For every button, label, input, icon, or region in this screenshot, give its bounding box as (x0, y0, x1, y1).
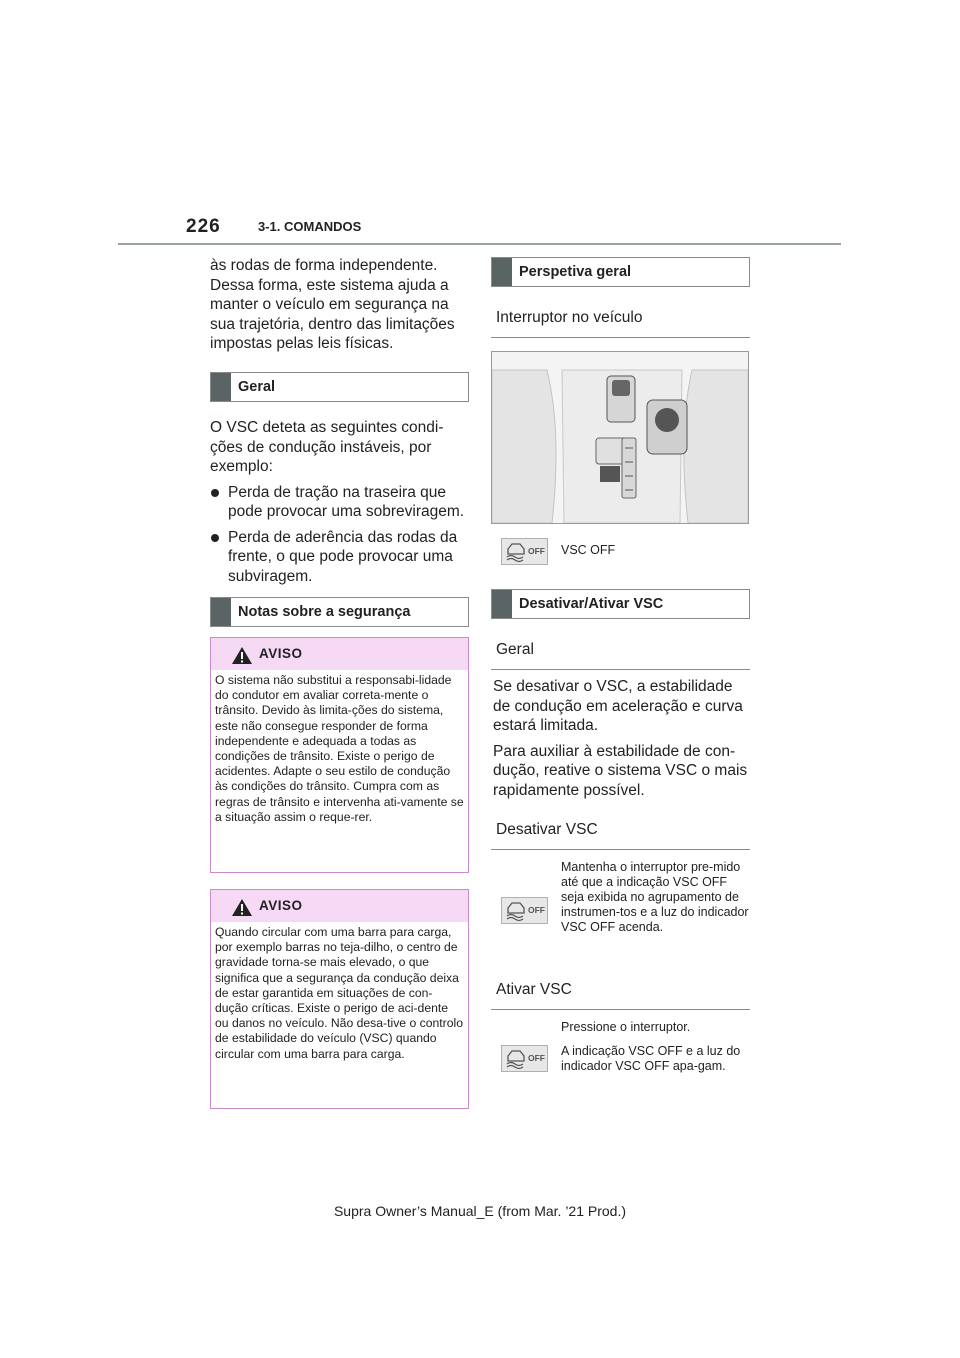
geral-text-2: Para auxiliar à estabilidade de con-dução, reative o sistema VSC o mais rapidamente possível. (493, 742, 748, 799)
heading-label: Perspetiva geral (519, 264, 632, 280)
section-heading-safety (210, 597, 469, 627)
vsc-off-label: VSC OFF (561, 543, 616, 557)
intro-paragraph (210, 256, 468, 360)
vsc-off-icon: OFF (501, 897, 548, 924)
section-title: 3-1. COMANDOS (258, 219, 362, 234)
warning-text: Quando circular com uma barra para carga, por exemplo barras no teja-dilho, o centro de gravidade torna-se mais elevado, o que significa que a segurança da condução deixa de estar garantida em situações de con-dução críticas. Existe o perigo de aci-dente ou danos no veículo. Não desa-tive o controlo de estabilidade do veículo (VSC) quando circular com uma barra para carga. (215, 925, 463, 1061)
console-illustration (491, 351, 749, 524)
vsc-off-icon: OFF (501, 538, 548, 565)
subheading-geral: Geral (491, 637, 750, 670)
activate-instruction-2: A indicação VSC OFF e a luz do indicador VSC OFF apa-gam. (561, 1044, 741, 1073)
heading-bar (492, 590, 512, 618)
warning-label: AVISO (259, 646, 303, 661)
footer-text: Supra Owner’s Manual_E (from Mar. ’21 Prod.) (333, 1203, 627, 1219)
warning-header (211, 638, 468, 670)
warning-text: O sistema não substitui a responsabi-lidade do condutor em avaliar correta-mente o trânsito. Devido às limita-ções do sistema, este não consegue responder de forma independente e adequada a todas as condições de trânsito. Existe o perigo de acidentes. Adapte o seu estilo de condução às condições do trânsito. Cumpra com as regras de trânsito e intervenha ati-vamente se a situação assim o reque-rer. (215, 673, 464, 824)
geral-text-1: Se desativar o VSC, a estabilidade de condução em aceleração e curva estará limitada. (493, 678, 743, 734)
geral-paragraphs (493, 677, 749, 806)
heading-label: Desativar/Ativar VSC (519, 596, 664, 612)
list-item: Perda de tração na traseira que pode provocar uma sobreviragem. (210, 483, 468, 522)
deactivate-instructions: Mantenha o interruptor pre-mido até que a indicação VSC OFF seja exibida no agrupamento de instrumen-tos e a luz do indicador VSC OFF acenda. (561, 860, 749, 934)
heading-label: Geral (238, 379, 276, 395)
warning-triangle-icon (231, 898, 253, 917)
warning-label: AVISO (259, 898, 303, 913)
warning-triangle-icon (231, 646, 253, 665)
heading-bar (211, 373, 231, 401)
bullet-icon (211, 489, 219, 497)
warning-box-2 (210, 889, 469, 1109)
center-console-image (492, 352, 748, 523)
vsc-off-icon: OFF (501, 1045, 548, 1072)
warning-header (211, 890, 468, 922)
header-rule (118, 243, 841, 245)
section-heading-toggle (491, 589, 750, 619)
activate-instruction-1: Pressione o interruptor. (561, 1020, 691, 1034)
vsc-detects-text: O VSC deteta as seguintes condi-ções de condução instáveis, por exemplo: (210, 419, 444, 475)
list-item: Perda de aderência das rodas da frente, o que pode provocar uma subviragem. (210, 528, 468, 587)
heading-bar (211, 598, 231, 626)
bullet-icon (211, 534, 219, 542)
heading-bar (492, 258, 512, 286)
page-number: 226 (186, 216, 221, 237)
condition-list (210, 483, 468, 587)
heading-label: Notas sobre a segurança (238, 604, 411, 620)
subheading-activate: Ativar VSC (491, 977, 750, 1010)
subheading-switch: Interruptor no veículo (491, 305, 750, 338)
subheading-deactivate: Desativar VSC (491, 817, 750, 850)
section-heading-geral (210, 372, 469, 402)
section-heading-overview (491, 257, 750, 287)
vsc-detects-block (210, 418, 468, 592)
warning-box-1 (210, 637, 469, 873)
intro-text: às rodas de forma independente. Dessa forma, este sistema ajuda a manter o veículo em segurança na sua trajetória, dentro das limitações impostas pelas leis físicas. (210, 257, 455, 352)
